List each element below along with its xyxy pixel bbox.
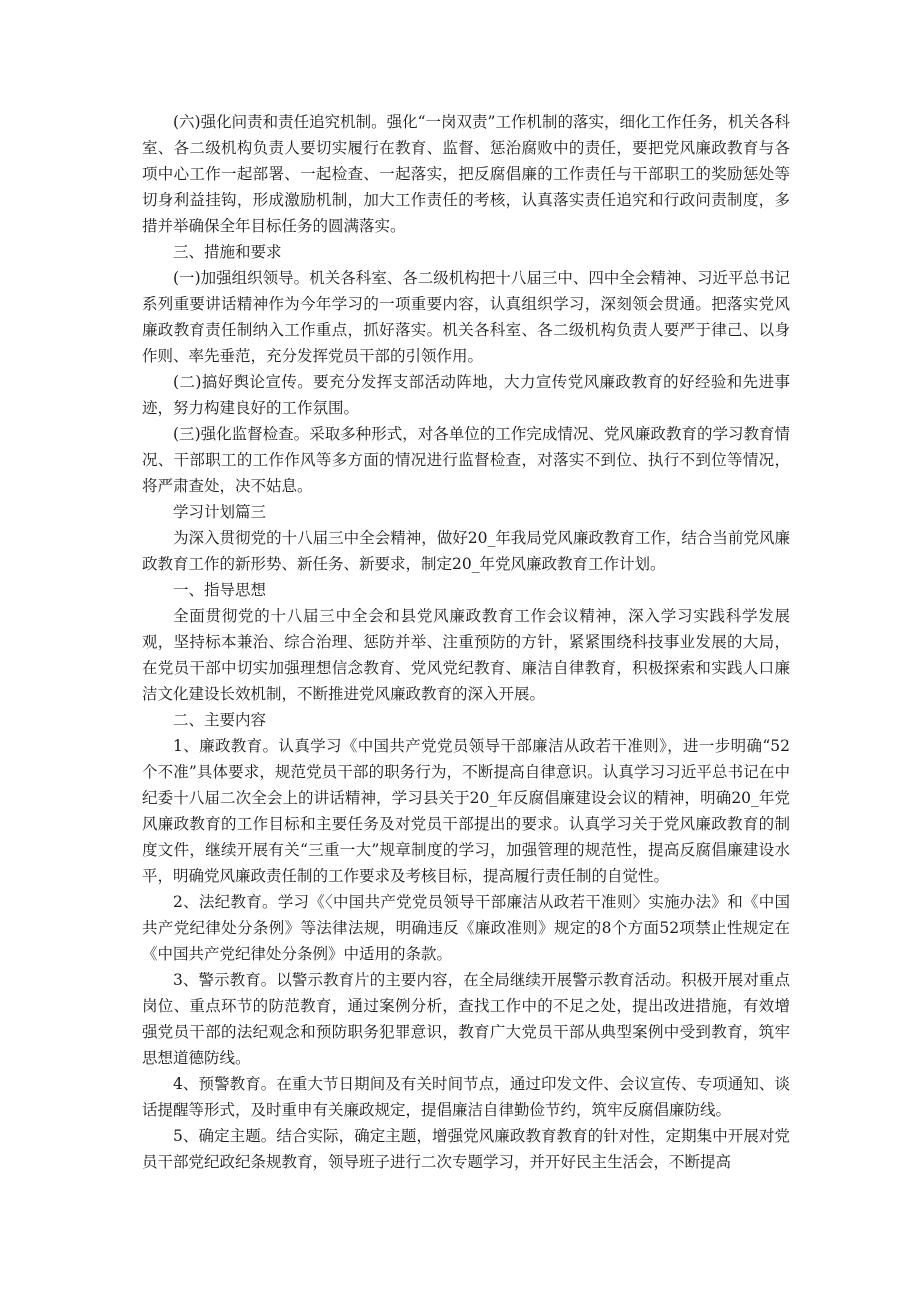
paragraph-intro: 为深入贯彻党的十八届三中全会精神，做好20_年我局党风廉政教育工作，结合当前党风廉政教育工作的新形势、新任务、新要求，制定20_年党风廉政教育工作计划。	[142, 529, 790, 573]
section-heading-measures: 三、措施和要求	[173, 243, 282, 261]
paragraph-integrity-education: 1、廉政教育。认真学习《中国共产党党员领导干部廉洁从政若干准则》，进一步明确“52个不准”具体要求，规范党员干部的职务行为，不断提高自律意识。认真学习习近平总书记在中纪委十八届二次全会上的讲话精神，学习县关于20_年反腐倡廉建设会议的精神，明确20_年党风廉政教育的工作目标和主要任务及对党员干部提出的要求。认真学习关于党风廉政教育的制度文件，继续开展有关“三重一大”规章制度的学习，加强管理的规范性，提高反腐倡廉建设水平，明确党风廉政责任制的工作要求及考核目标，提高履行责任制的自觉性。	[142, 737, 790, 885]
paragraph-publicity: (二)搞好舆论宣传。要充分发挥支部活动阵地，大力宣传党风廉政教育的好经验和先进事迹，努力构建良好的工作氛围。	[142, 373, 790, 417]
section-heading-main-content: 二、主要内容	[173, 711, 267, 729]
paragraph-theme: 5、确定主题。结合实际，确定主题，增强党风廉政教育教育的针对性，定期集中开展对党员干部党纪政纪条规教育，领导班子进行二次专题学习，并开好民主生活会，不断提高	[142, 1127, 790, 1171]
paragraph-alert-education: 4、预警教育。在重大节日期间及有关时间节点，通过印发文件、会议宣传、专项通知、谈话提醒等形式，及时重申有关廉政规定，提倡廉洁自律勤俭节约，筑牢反腐倡廉防线。	[142, 1075, 790, 1119]
section-heading-plan-three: 学习计划篇三	[173, 503, 267, 521]
paragraph-supervision: (三)强化监督检查。采取多种形式，对各单位的工作完成情况、党风廉政教育的学习教育情况、干部职工的工作作风等多方面的情况进行监督检查，对落实不到位、执行不到位等情况，将严肃查处，决不姑息。	[142, 425, 790, 495]
section-heading-guiding-thought: 一、指导思想	[173, 581, 267, 599]
paragraph-accountability: (六)强化问责和责任追究机制。强化“一岗双责”工作机制的落实，细化工作任务，机关各科室、各二级机构负责人要切实履行在教育、监督、惩治腐败中的责任，要把党风廉政教育与各项中心工作一起部署、一起检查、一起落实，把反腐倡廉的工作责任与干部职工的奖励惩处等切身利益挂钩，形成激励机制，加大工作责任的考核，认真落实责任追究和行政问责制度，多措并举确保全年目标任务的圆满落实。	[142, 113, 790, 235]
paragraph-law-education: 2、法纪教育。学习《〈中国共产党党员领导干部廉洁从政若干准则〉实施办法》和《中国共产党纪律处分条例》等法律法规，明确违反《廉政准则》规定的8个方面52项禁止性规定在《中国共产党纪律处分条例》中适用的条款。	[142, 893, 790, 963]
paragraph-guiding-thought: 全面贯彻党的十八届三中全会和县党风廉政教育工作会议精神，深入学习实践科学发展观，坚持标本兼治、综合治理、惩防并举、注重预防的方针，紧紧围绕科技事业发展的大局，在党员干部中切实加强理想信念教育、党风党纪教育、廉洁自律教育，积极探索和实践人口廉洁文化建设长效机制，不断推进党风廉政教育的深入开展。	[142, 607, 790, 703]
document-body	[142, 109, 790, 1175]
paragraph-warning-education: 3、警示教育。以警示教育片的主要内容，在全局继续开展警示教育活动。积极开展对重点岗位、重点环节的防范教育，通过案例分析，查找工作中的不足之处，提出改进措施，有效增强党员干部的法纪观念和预防职务犯罪意识，教育广大党员干部从典型案例中受到教育，筑牢思想道德防线。	[142, 971, 790, 1067]
paragraph-organization: (一)加强组织领导。机关各科室、各二级机构把十八届三中、四中全会精神、习近平总书记系列重要讲话精神作为今年学习的一项重要内容，认真组织学习，深刻领会贯通。把落实党风廉政教育责任制纳入工作重点，抓好落实。机关各科室、各二级机构负责人要严于律己、以身作则、率先垂范，充分发挥党员干部的引领作用。	[142, 269, 790, 365]
